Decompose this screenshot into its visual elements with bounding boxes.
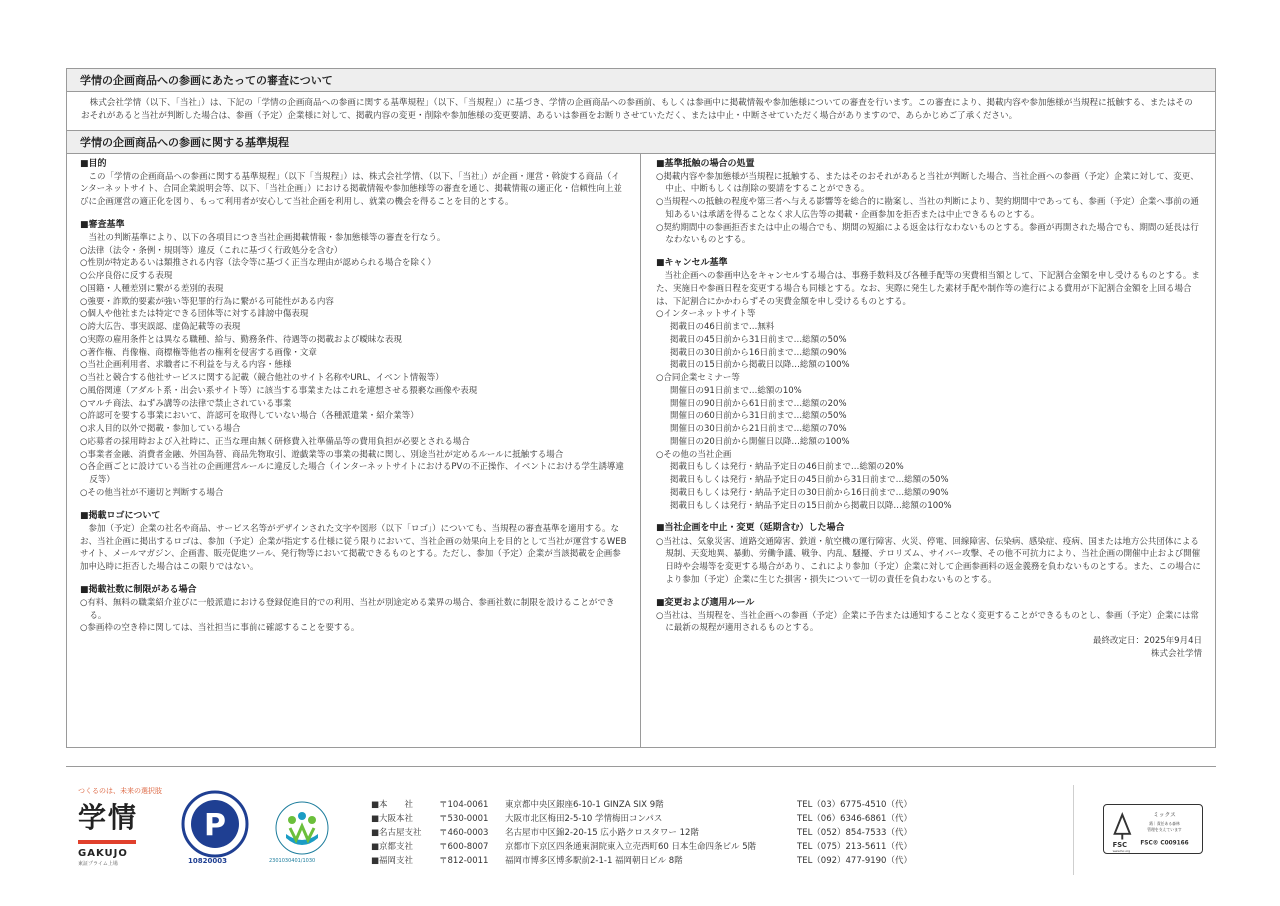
criteria-item: ○公序良俗に反する表現 [80,271,173,282]
cancel-row: 開催日の20日前から開催日以降…総額の100% [670,436,850,447]
logo-text: 参加（予定）企業の社名や商品、サービス名等がデザインされた文字や図形（以下「ロゴ」）についても、当規程の審査基準を適用する。なお、当社企画に掲出するロゴは、参加（予定）企業が指定する仕様に従う限りにおいて、当社企画の効果向上を目的として当社が運営するWEBサイト、メールマガジン、企画書、販売促進ツール、発行物等において掲載できるものとする。ただし、参加（予定）企業が当該掲載を企画参加申込時に拒否した場合はこの限りではない。 [80,523,627,573]
office-row [371,840,937,854]
office-name: ■大阪本社 [371,814,414,824]
cancel-title: ■キャンセル基準 [656,258,728,269]
criteria-section [80,219,627,500]
rules-title: 学情の企画商品への参画に関する基準規程 [67,131,1215,154]
office-address: 京都市下京区四条通東洞院東入立売西町60 日本生命四条ビル 5階 [505,842,757,852]
office-address: 名古屋市中区錦2-20-15 広小路クロスタワー 12階 [505,828,699,838]
cancel-row: 開催日の30日前から21日前まで…総額の70% [670,424,847,435]
criteria-item: ○風俗関連（アダルト系・出会い系サイト等）に該当する事業またはこれを連想させる猥褻な画像や表現 [80,385,478,396]
revised-date: 最終改定日：2025年9月4日 [1093,636,1202,647]
brand-kanji: 学情 [78,801,139,835]
criteria-item: ○その他当社が不適切と判断する場合 [80,487,224,498]
criteria-item: ○マルチ商法、ねずみ講等の法律で禁止されている事業 [80,398,292,409]
cancel-row: 掲載日の30日前から16日前まで…総額の90% [670,347,847,358]
purpose-title: ■目的 [80,158,107,169]
cancel-row: 開催日の60日前から31日前まで…総額の50% [670,411,847,422]
office-tel: TEL（092）477-9190（代） [797,856,912,866]
criteria-item: ○性別が特定あるいは類推される内容（法令等に基づく正当な理由が認められる場合を除く） [80,258,436,269]
certification-code: 2301030401/1030 [269,858,316,864]
svg-text:P: P [204,808,226,843]
criteria-item: ○著作権、肖像権、商標権等他者の権利を侵害する画像・文章 [80,347,317,358]
footer-divider [66,766,1216,767]
office-address: 東京都中央区銀座6-10-1 GINZA SIX 9階 [505,800,664,810]
violation-item: ○契約期間中の参画拒否または中止の場合でも、期間の短縮による返金は行なわないものとする。参画が再開された場合でも、期間の延長は行なわないものとする。 [656,222,1199,246]
fsc-logo-icon [1103,804,1203,854]
criteria-item: ○許認可を要する事業において、許認可を取得していない場合（各種派遣業・紹介業等） [80,411,419,422]
office-tel: TEL（052）854-7533（代） [797,828,912,838]
company-name: 株式会社学情 [1150,648,1202,659]
office-row [371,854,937,868]
brand-en: GAKUJO [78,847,128,859]
office-zip: 〒600-8007 [439,842,489,852]
office-address: 福岡市博多区博多駅前2-1-1 福岡朝日ビル 8階 [505,856,683,866]
stop-title: ■当社企画を中止・変更（延期含む）した場合 [656,523,845,534]
criteria-item: ○事業者金融、消費者金融、外国為替、商品先物取引、遊戯業等の事業の掲載に関し、別途当社が定めるルールに抵触する場合 [80,449,564,460]
limit-item: ○有料、無料の職業紹介並びに一般派遣における登録促進目的での利用、当社が別途定める業界の場合、参画社数に制限を設けることができる。 [80,597,615,621]
criteria-item: ○応募者の採用時および入社時に、正当な理由無く研修費入社準備品等の費用負担が必要とされる場合 [80,436,470,447]
office-tel: TEL（075）213-5611（代） [797,842,912,852]
purpose-section [80,158,627,209]
review-text: 株式会社学情（以下、「当社」）は、下記の「学情の企画商品への参画に関する基準規程」（以下、「当規程」）に基づき、学情の企画商品への参画前、もしくは参画中に掲載情報や参加態様についての審査を行います。この審査により、掲載内容や参加態様が当規程に抵触する、またはそのおそれがあると当社が判断した場合は、参画（予定）企業様に対して、掲載内容の変更・削除や参加態様の変更要請、あるいは参画をお断りさせていただく、または中止・中断させていただく場合がありますので、あらかじめご了承ください。 [67,92,1215,131]
office-zip: 〒104-0061 [439,800,489,810]
fsc-label: FSC [1112,841,1128,850]
fsc-desc-1: 紙｜責任ある森林 [1149,821,1180,827]
criteria-item: ○求人目的以外で掲載・参加している場合 [80,424,241,435]
limit-title: ■掲載社数に制限がある場合 [80,584,197,595]
purpose-text: この「学情の企画商品への参画に関する基準規程」（以下「当規程」）は、株式会社学情、（以下、「当社」）が企画・運営・斡旋する商品（インターネットサイト、合同企業説明会等、以下、「当社企画」）における掲載情報や参加態様等の審査を通じ、掲載情報の適正化・信頼性向上並びに企画運営の適正化を図り、もって利用者が安心して当社企画を利用し、就業の機会を得ることを目的とする。 [80,171,622,208]
criteria-item: ○誇大広告、事実誤認、虚偽記載等の表現 [80,322,241,333]
rules-frame [66,68,1216,748]
brand-accent-line [78,840,136,844]
stop-text: ○当社は、気象災害、道路交通障害、鉄道・航空機の運行障害、火災、停電、回線障害、伝染病、感染症、疫病、国または地方公共団体による規制、天変地異、暴動、労働争議、戦争、内乱、騒擾、テロリズム、サイバー攻撃、その他不可抗力により、当社企画の開催中止および開催日時や会場等を変更する場合があり、これにより参加（予定）企業に対して企画参画料の返金義務を負わないものとする。また、この場合により参加（予定）企業に生じた損害・損失について一切の責任を負わないものとする。 [656,536,1201,585]
criteria-item: ○強要・詐欺的要素が強い等犯罪的行為に繋がる可能性がある内容 [80,296,334,307]
change-title: ■変更および適用ルール [656,597,755,608]
cancel-group-label: ○合同企業セミナー等 [656,373,740,384]
fsc-code: FSC® C009166 [1140,840,1189,847]
cancel-row: 掲載日もしくは発行・納品予定日の15日前から掲載日以降…総額の100% [670,500,952,511]
footer-separator [1073,785,1074,875]
cancel-row: 開催日の91日前まで…総額の10% [670,385,802,396]
criteria-item: ○各企画ごとに設けている当社の企画運営ルールに違反した場合（インターネットサイトにおけるPVの不正操作、イベントにおける学生誘導違反等） [80,462,624,486]
cancel-row: 掲載日もしくは発行・納品予定日の45日前から31日前まで…総額の50% [670,475,949,486]
cancel-section [656,257,1202,512]
criteria-title: ■審査基準 [80,219,125,230]
criteria-item: ○個人や他社または特定できる団体等に対する誹謗中傷表現 [80,309,309,320]
cancel-group-label: ○インターネットサイト等 [656,309,756,320]
office-row [371,826,937,840]
fsc-site: www.fsc.org [1112,849,1131,854]
office-name: ■京都支社 [371,842,414,852]
cancel-group-label: ○その他の当社企画 [656,449,732,460]
office-row [371,812,937,826]
criteria-item: ○当社企画利用者、求職者に不利益を与える内容・態様 [80,360,292,371]
office-name: ■名古屋支社 [371,828,422,838]
office-name: ■福岡支社 [371,856,414,866]
violation-title: ■基準抵触の場合の処置 [656,158,755,169]
cancel-row: 掲載日の46日前まで…無料 [670,322,775,333]
office-zip: 〒460-0003 [439,828,489,838]
office-tel: TEL（06）6346-6861（代） [797,814,912,824]
violation-item: ○当規程への抵触の程度や第三者へ与える影響等を総合的に勘案し、当社の判断により、契約期間中であっても、参画（予定）企業へ事前の通知あるいは承諾を得ることなく求人広告等の掲載・企画参加を拒否または中止できるものとする。 [656,197,1199,220]
logo-title: ■掲載ロゴについて [80,510,161,521]
logo-section [80,510,627,574]
certification-mark-icon [272,796,332,866]
brand-sub: 東証プライム上場 [78,861,118,868]
review-title: 学情の企画商品への参画にあたっての審査について [67,69,1215,92]
office-list [371,798,937,868]
criteria-item: ○実際の雇用条件とは異なる職種、給与、勤務条件、待遇等の掲載および曖昧な表現 [80,334,402,345]
cancel-row: 掲載日もしくは発行・納品予定日の30日前から16日前まで…総額の90% [670,487,949,498]
footer [66,780,1216,890]
criteria-item: ○国籍・人種差別に繋がる差別的表現 [80,283,224,294]
criteria-item: ○法律（法令・条例・規則等）違反（これに基づく行政処分を含む） [80,245,343,256]
office-address: 大阪市北区梅田2-5-10 学情梅田コンパス [505,814,663,824]
criteria-intro: 当社の判断基準により、以下の各項目につき当社企画掲載情報・参加態様等の審査を行なう。 [88,232,446,243]
cancel-row: 開催日の90日前から61日前まで…総額の20% [670,398,847,409]
fsc-desc-2: 管理を支えています [1147,826,1182,832]
right-column [641,154,1215,747]
office-zip: 〒530-0001 [439,814,489,824]
cancel-row: 掲載日もしくは発行・納品予定日の46日前まで…総額の20% [670,462,904,473]
office-row [371,798,937,812]
left-column [67,154,641,747]
cancel-row: 掲載日の45日前から31日前まで…総額の50% [670,334,847,345]
office-name: ■本 社 [371,800,414,810]
cancel-text: 当社企画への参画申込をキャンセルする場合は、事務手数料及び各種手配等の実費相当額として、下記割合金額を申し受けるものとする。また、実施日や参画日程を変更する場合も同様とする。なお、実際に発生した素材手配や制作等の進行による費用が下記割合金額を上回る場合は、下記割合にかかわらずその実費金額を申し受けるものとする。 [656,271,1200,307]
change-section [656,597,1202,661]
fsc-mix: ミックス [1153,812,1176,819]
change-text: ○当社は、当規程を、当社企画への参画（予定）企業に予告または通知することなく変更することができるものとし、参画（予定）企業には常に最新の規程が適用されるものとする。 [656,610,1199,634]
violation-item: ○掲載内容や参加態様が当規程に抵触する、またはそのおそれがあると当社が判断した場合、当社企画への参画（予定）企業に対して、変更、中止、中断もしくは削除の要請をすることができる。 [656,171,1199,195]
office-tel: TEL（03）6775-4510（代） [797,800,912,810]
limit-section [80,584,627,635]
violation-section [656,158,1202,248]
criteria-item: ○当社と競合する他社サービスに関する記載（競合他社のサイト名称やURL、イベント情報等） [80,373,444,384]
cancel-row: 掲載日の15日前から掲載日以降…総額の100% [670,360,850,371]
limit-item: ○参画枠の空き枠に関しては、当社担当に事前に確認することを要する。 [80,623,360,634]
rules-columns [67,154,1215,747]
stop-section [656,522,1202,586]
office-zip: 〒812-0011 [439,856,489,866]
slogan: つくるのは、未来の選択肢 [78,787,162,795]
pmark-code: 10820003 [188,857,227,865]
